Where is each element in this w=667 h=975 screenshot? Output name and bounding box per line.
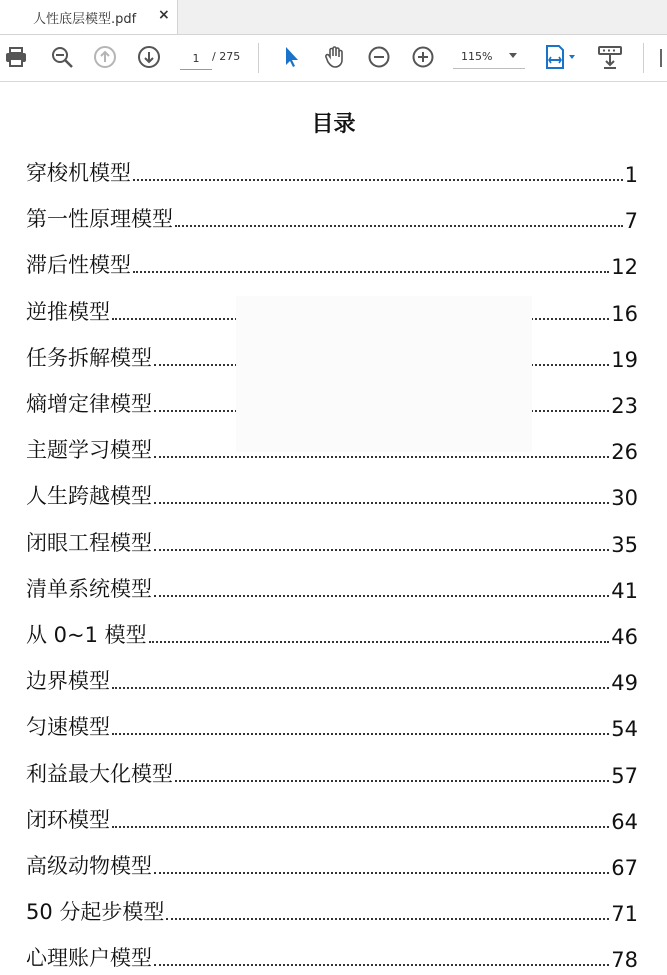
toc-entry-page: 26 [611,440,638,465]
toc-entry-page: 19 [611,347,638,372]
toc-entry-label: 闭环模型 [26,807,110,832]
toc-entry[interactable] [26,571,638,603]
toc-entry-label: 高级动物模型 [26,854,152,878]
toc-entry-page: 46 [611,625,638,649]
toc-entry-page: 71 [611,902,638,927]
toc-entry-page: 67 [611,856,638,880]
toc-entry-page: 12 [611,255,638,280]
toolbar [0,35,667,82]
select-cursor-icon[interactable] [279,44,305,70]
toc-entry[interactable] [26,155,638,187]
next-page-icon[interactable] [136,44,162,70]
toc-leader-dots [154,456,609,458]
toc-entry-page: 64 [611,809,638,834]
zoom-out-search-icon[interactable] [49,44,75,70]
toc-entry-label: 熵增定律模型 [26,392,152,416]
toolbar-divider [258,43,259,73]
toc-leader-dots [154,872,609,874]
toc-entry-label: 50 分起步模型 [26,900,165,925]
toc-entry-label: 从 0~1 模型 [26,623,147,647]
scroll-mode-icon[interactable] [597,44,623,70]
close-tab-icon[interactable]: × [158,7,170,23]
toc-entry-label: 边界模型 [26,669,110,694]
toc-leader-dots [154,502,609,504]
prev-page-icon[interactable] [92,44,118,70]
toc-leader-dots [166,918,609,920]
toc-entry-label: 闭眼工程模型 [26,530,152,555]
toc-entry-page: 41 [611,578,638,603]
document-page [0,82,667,975]
toc-entry[interactable] [26,663,638,695]
zoom-value: 115% [461,50,493,63]
toc-leader-dots [175,780,609,782]
toc-entry-label: 利益最大化模型 [26,761,173,786]
toc-leader-dots [175,225,623,227]
toc-entry[interactable] [26,802,638,834]
toc-entry[interactable] [26,894,638,926]
chevron-down-icon [509,53,517,58]
page-total: / 275 [212,50,241,63]
toc-entry-page: 54 [611,717,638,742]
toc-entry-label: 第一性原理模型 [26,207,173,232]
zoom-dropdown[interactable] [453,47,525,69]
toc-entry[interactable] [26,525,638,557]
toc-entry[interactable] [26,756,638,788]
toc-entry[interactable] [26,848,638,880]
toc-leader-dots [154,549,609,551]
toc-entry-label: 人生跨越模型 [26,484,152,509]
toc-entry[interactable] [26,617,638,649]
toc-entry-page: 30 [611,486,638,511]
document-tab[interactable] [0,0,178,34]
toc-entry-page: 57 [611,763,638,788]
zoom-in-icon[interactable] [410,44,436,70]
rendering-placeholder [236,296,532,452]
toc-leader-dots [112,687,609,689]
toc-entry-label: 滞后性模型 [26,253,131,278]
toc-entry[interactable] [26,478,638,510]
toc-entry-page: 23 [611,394,638,418]
zoom-underline [453,68,525,69]
toc-entry[interactable] [26,201,638,233]
page-number-input[interactable] [180,47,212,70]
toc-entry-label: 心理账户模型 [26,946,152,971]
toc-entry-page: 16 [611,301,638,326]
toc-leader-dots [154,595,609,597]
toc-entry-label: 匀速模型 [26,715,110,740]
toc-entry-page: 35 [611,532,638,557]
toc-heading: 目录 [311,112,356,137]
toc-entry[interactable] [26,940,638,972]
toc-leader-dots [133,271,609,273]
toc-leader-dots [112,733,609,735]
tab-bar [0,0,667,35]
toc-entry[interactable] [26,247,638,279]
toc-entry-page: 7 [624,209,638,234]
toc-entry-label: 任务拆解模型 [26,345,152,370]
print-icon[interactable] [3,44,29,70]
toc-entry[interactable] [26,709,638,741]
toc-entry-label: 穿梭机模型 [26,161,131,185]
toc-leader-dots [154,964,609,966]
toc-entry-page: 1 [624,163,638,187]
toc-entry-label: 主题学习模型 [26,438,152,463]
fit-page-icon[interactable] [542,44,580,70]
toc-leader-dots [112,826,609,828]
toc-entry-label: 清单系统模型 [26,576,152,601]
toolbar-overflow-edge [660,49,662,67]
toc-leader-dots [133,179,623,181]
toolbar-divider [643,43,644,73]
toc-entry-page: 78 [611,948,638,973]
tab-title[interactable]: 人性底层模型.pdf [33,12,137,27]
toc-entry-page: 49 [611,671,638,696]
toc-entry-label: 逆推模型 [26,299,110,324]
zoom-out-icon[interactable] [366,44,392,70]
hand-tool-icon[interactable] [322,44,348,70]
toc-leader-dots [149,641,610,643]
